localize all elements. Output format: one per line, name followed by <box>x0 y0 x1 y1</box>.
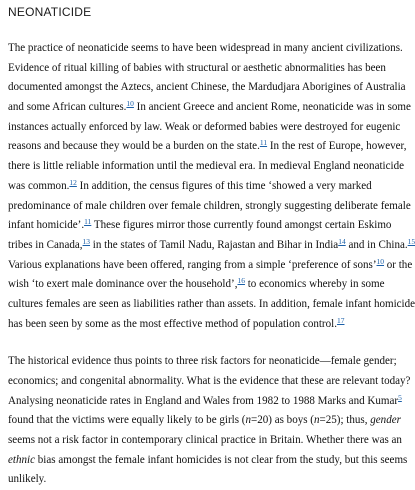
italic-term: n <box>245 414 251 427</box>
text-run: =25); thus, <box>319 414 371 427</box>
text-run: =20) as boys ( <box>250 414 314 427</box>
reference-link-12[interactable]: 12 <box>69 177 77 187</box>
reference-link-11[interactable]: 11 <box>84 217 92 227</box>
text-line <box>8 236 415 256</box>
text-line <box>8 315 398 335</box>
text-line <box>8 216 398 236</box>
text-run: Evidence of ritual killing of babies with structural or aesthetic abnormalities has been <box>8 61 386 74</box>
text-line <box>8 197 411 217</box>
text-run: and some African cultures. <box>8 101 127 114</box>
text-run: in the states of Tamil Nadu, Rajastan and Bihar in India <box>90 238 339 251</box>
text-line <box>8 431 402 451</box>
reference-link-17[interactable]: 17 <box>336 315 345 325</box>
italic-term: gender <box>370 414 401 427</box>
text-run: there is little reliable information until the medieval era. In medieval England neonaticide <box>8 160 405 173</box>
reference-link-15[interactable]: 15 <box>407 236 415 246</box>
text-run: wish ‘to exert male dominance over the household’, <box>8 278 238 291</box>
text-run: bias amongst the female infant homicides is not clear from the study, but this seems <box>35 453 408 466</box>
text-line <box>8 352 398 372</box>
italic-term: n <box>313 414 320 427</box>
text-run: unlikely. <box>8 473 47 486</box>
text-run: instances actually enforced by law. Weak or deformed babies were destroyed for eugenic <box>8 120 401 133</box>
text-line <box>8 470 398 490</box>
text-run: economics; and congenital abnormality. What is the evidence that these are relevant today? <box>8 375 411 387</box>
text-line <box>8 177 398 197</box>
text-run: and in China. <box>345 238 408 251</box>
text-run: The historical evidence thus points to three risk factors for neonaticide—female gender; <box>8 355 397 368</box>
text-line <box>8 275 398 295</box>
text-run: reasons and because they would be a burden on the state. <box>8 140 260 153</box>
text-run: These figures mirror those currently found amongst certain Eskimo <box>91 219 392 232</box>
reference-link-5[interactable]: 5 <box>398 392 402 402</box>
text-line <box>8 372 411 392</box>
text-run: cultures females are seen as liabilities rather than assets. In addition, female infant homicide <box>8 297 415 310</box>
paragraph-2 <box>8 352 411 490</box>
text-run: predominance of male children over female children, strongly suggesting deliberate female <box>8 199 411 212</box>
text-line <box>8 392 402 412</box>
text-line <box>8 451 408 471</box>
text-run: documented amongst the Aztecs, ancient Chinese, the Mardudjara Aborigines of Australia <box>8 81 406 94</box>
text-run: tribes in Canada, <box>8 238 83 251</box>
italic-term: ethnic <box>8 453 35 466</box>
section-title: NEONATICIDE <box>8 5 92 19</box>
reference-link-16[interactable]: 16 <box>237 276 245 286</box>
text-line <box>8 256 413 276</box>
reference-link-10[interactable]: 10 <box>126 99 134 109</box>
text-line <box>8 39 403 59</box>
text-run: In addition, the census figures of this time ‘showed a very marked <box>76 179 372 192</box>
paragraph-1 <box>8 39 415 334</box>
text-line <box>8 78 406 98</box>
text-run: Various explanations have been offered, ranging from a simple ‘preference of sons’ <box>8 258 377 271</box>
text-run: infant homicide’. <box>8 219 85 232</box>
text-line <box>8 118 401 138</box>
text-run: or the <box>384 258 413 271</box>
text-line <box>8 59 398 79</box>
reference-link-14[interactable]: 14 <box>338 236 346 246</box>
text-run: In the rest of Europe, however, <box>267 140 407 153</box>
text-run: The practice of neonaticide seems to have been widespread in many ancient civilizations. <box>8 42 403 54</box>
text-run: seems not a risk factor in contemporary clinical practice in Britain. Whether there was an <box>8 434 402 447</box>
text-run: Analysing neonaticide rates in England and Wales from 1982 to 1988 Marks and Kumar <box>8 394 399 407</box>
text-line <box>8 98 411 118</box>
text-line <box>8 137 407 157</box>
text-run: has been seen by some as the most effective method of population control. <box>8 317 337 330</box>
text-line <box>8 157 405 177</box>
reference-link-11[interactable]: 11 <box>259 138 268 148</box>
text-run: In ancient Greece and ancient Rome, neonaticide was in some <box>133 101 411 114</box>
text-run: to economics whereby in some <box>244 278 385 291</box>
text-line <box>8 411 401 431</box>
reference-link-10[interactable]: 10 <box>376 256 385 266</box>
text-run: was common. <box>8 179 70 192</box>
reference-link-13[interactable]: 13 <box>82 236 91 246</box>
text-run: found that the victims were equally likely to be girls ( <box>8 414 246 427</box>
text-line <box>8 295 415 315</box>
